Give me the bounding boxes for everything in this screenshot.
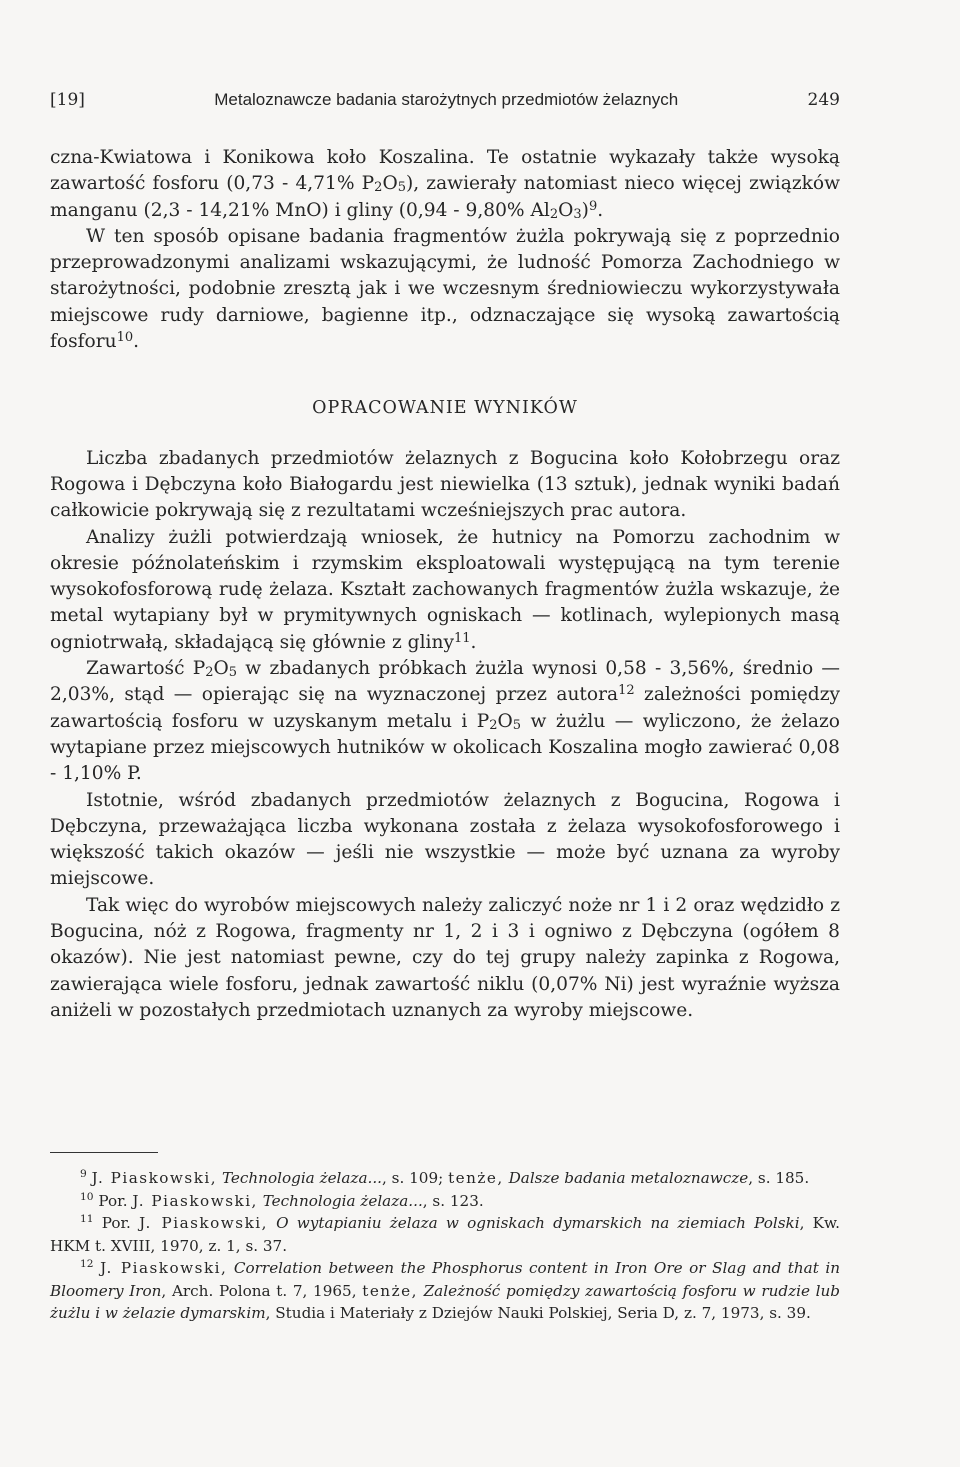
footnote-12: $^{12}$ J. Piaskowski, Correlation between the Phosphorus content in Iron Ore or Slag and that in Bloomery Iron, Arch. Polona t. 7, 1965, tenże, Zależność pomiędzy zawartością fosforu w rudzie lub żużlu i w żelazie dymarskim, Studia i Materiały z Dziejów Nauki Polskiej, Seria D, z. 7, 1973, s. 39.	[50, 1257, 841, 1322]
footnote-divider	[50, 1152, 158, 1153]
page-number: 249	[807, 90, 840, 110]
footnote-10: $^{10}$ Por. J. Piaskowski, Technologia żelaza..., s. 123.	[80, 1189, 484, 1210]
paragraph: W ten sposób opisane badania fragmentów żużla pokrywają się z poprzednio przeprowadzonymi analizami wskazującymi, że ludność Pomorza Zachodniego w starożytności, podobnie zresztą jak i we wczesnym średniowieczu wykorzystywała miejscowe rudy darniowe, bagienne itp., odznaczające się wysoką zawartością fosforu$^{10}$.	[50, 225, 840, 353]
paragraph: czna-Kwiatowa i Konikowa koło Koszalina. Te ostatnie wykazały także wysoką zawartość fosforu (0,73 - 4,71% $P_2O_5$), zawierały natomiast nieco więcej związków manganu (2,3 - 14,21% MnO) i gliny (0,94 - 9,80% $Al_2O_3)^9$.	[50, 147, 840, 222]
running-title: Metaloznawcze badania starożytnych przedmiotów żelaznych	[214, 90, 679, 109]
paragraph: Analizy żużli potwierdzają wniosek, że hutnicy na Pomorzu zachodnim w okresie późnolateńskim i rzymskim eksploatowali występującą na tym terenie wysokofosforową rudę żelaza. Kształt zachowanych fragmentów żużla wskazuje, że metal wytapiany był w prymitywnych ogniskach — kotlinach, wylepionych masą ogniotrwałą, składającą się głównie z gliny$^{11}$.	[50, 526, 840, 653]
paragraph: Istotnie, wśród zbadanych przedmiotów żelaznych z Bogucina, Rogowa i Dębczyna, przeważająca liczba wykonana została z żelaza wysokofosforowego i większość takich okazów — jeśli nie wszystkie — może być uznana za wyroby miejscowe.	[50, 789, 840, 890]
running-header	[50, 90, 840, 110]
section-number: [19]	[50, 90, 85, 110]
footnote-11: $^{11}$ Por. J. Piaskowski, O wytapianiu żelaza w ogniskach dymarskich na ziemiach Polski, Kw. HKM t. XVIII, 1970, z. 1, s. 37.	[50, 1212, 840, 1255]
footnotes	[50, 1167, 840, 1325]
footnote-ref: 10	[116, 330, 134, 346]
footnote-ref: 12	[618, 683, 635, 699]
main-text	[50, 145, 840, 1024]
footnote-9: $^9$ J. Piaskowski, Technologia żelaza..., s. 109; tenże, Dalsze badania metaloznawcze, s. 185.	[80, 1167, 810, 1187]
footnote-ref: 11	[453, 630, 471, 646]
paragraph: Tak więc do wyrobów miejscowych należy zaliczyć noże nr 1 i 2 oraz wędzidło z Bogucina, nóż z Rogowa, fragmenty nr 1, 2 i 3 i ogniwo z Dębczyna (ogółem 8 okazów). Nie jest natomiast pewne, czy do tej grupy należy zapinka z Rogowa, zawierająca wiele fosforu, jednak zawartość niklu (0,07% Ni) jest wyraźnie wyższa aniżeli w pozostałych przedmiotach uznanych za wyroby miejscowe.	[50, 894, 840, 1021]
paragraph: Liczba zbadanych przedmiotów żelaznych z Bogucina koło Kołobrzegu oraz Rogowa i Dębczyna koło Białogardu jest niewielka (13 sztuk), jednak wyniki badań całkowicie pokrywają się z rezultatami wcześniejszych prac autora.	[50, 447, 840, 522]
paragraph: Zawartość $P_2O_5$ w zbadanych próbkach żużla wynosi 0,58 - 3,56%, średnio — 2,03%, stąd — opierając się na wyznaczonej przez autora$^{12}$ zależności pomiędzy zawartością fosforu w uzyskanym metalu i $P_2O_5$ w żużlu — wyliczono, że żelazo wytapiane przez miejscowych hutników w okolicach Koszalina mogło zawierać 0,08 - 1,10% P.	[50, 658, 840, 785]
section-heading: OPRACOWANIE WYNIKÓW	[312, 398, 578, 419]
footnote-ref: 9	[588, 198, 598, 214]
